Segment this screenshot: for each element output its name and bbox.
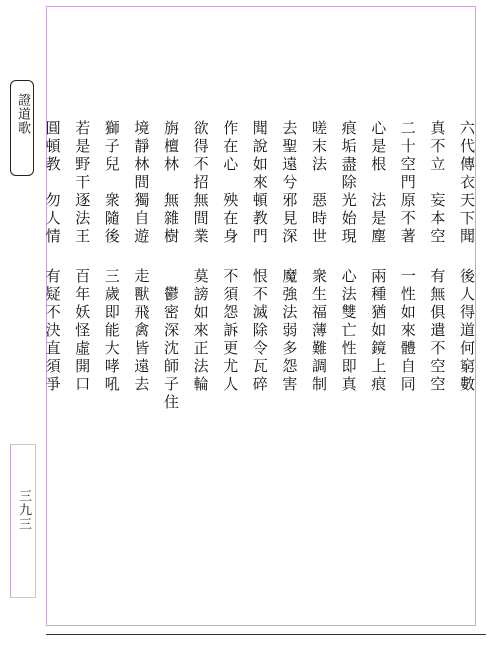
text-column (308, 120, 326, 394)
page-number-tab (10, 444, 36, 598)
verse-lower: 後人得道何窮數 (458, 268, 476, 394)
verse-lower: 兩種猶如鏡上痕 (369, 268, 388, 394)
text-column (367, 120, 388, 394)
verse-lower: 百年妖怪虛開口 (73, 268, 92, 394)
verse-upper: 獅子兒 衆隨後 (102, 120, 121, 246)
text-column (160, 120, 178, 412)
verse-lower: 三歲即能大哮吼 (102, 268, 121, 394)
verse-lower: 走獸飛禽皆遠去 (132, 268, 151, 394)
verse-upper: 旃檀林 無雜樹 (162, 120, 180, 246)
verse-lower: 一性如來體自同 (398, 268, 417, 394)
text-column (426, 120, 447, 394)
verse-lower: 莫謗如來正法輪 (191, 268, 210, 394)
verse-lower: 有無俱遣不空空 (428, 268, 447, 394)
verse-upper: 去聖遠兮邪見深 (280, 120, 299, 246)
text-column (42, 120, 60, 394)
verse-upper: 心是根 法是塵 (369, 120, 388, 246)
text-column (338, 120, 356, 394)
verse-upper: 境靜林間獨自遊 (132, 120, 151, 246)
verse-lower: 不須怨訴更尤人 (221, 268, 240, 394)
verse-upper: 六代傳衣天下聞 (458, 120, 476, 246)
text-column (190, 120, 208, 394)
verse-lower: 恨不滅除令瓦碎 (250, 268, 269, 394)
text-column (456, 120, 474, 394)
verse-upper: 二十空門原不著 (398, 120, 417, 246)
verse-upper: 圓頓教 勿人情 (43, 120, 62, 246)
text-column (101, 120, 119, 394)
page-number: 三九三 (16, 489, 31, 531)
text-column (397, 120, 415, 394)
verse-upper: 嗟末法 惡時世 (310, 120, 328, 246)
verse-upper: 聞說如來頓教門 (250, 120, 269, 246)
title-tab[interactable] (10, 80, 34, 176)
verse-lower: 衆生福薄難調制 (310, 268, 328, 394)
text-column (130, 120, 151, 394)
bottom-rule (46, 634, 486, 635)
text-column (71, 120, 92, 394)
verse-lower: 心法雙亡性即真 (339, 268, 358, 394)
verse-upper: 作在心 殃在身 (221, 120, 240, 246)
verse-upper: 若是野干逐法王 (73, 120, 92, 246)
chapter-title: 證道歌 (15, 93, 30, 135)
text-column (249, 120, 267, 394)
verse-lower: 有疑不決直須爭 (43, 268, 62, 394)
verse-upper: 欲得不招無間業 (191, 120, 210, 246)
text-column (219, 120, 240, 394)
verse-lower: 鬱密深沈師子住 (162, 268, 180, 412)
verse-upper: 真不立 妄本空 (428, 120, 447, 246)
verse-lower: 魔強法弱多怨害 (280, 268, 299, 394)
verse-upper: 痕垢盡除光始現 (339, 120, 358, 246)
text-column (278, 120, 299, 394)
